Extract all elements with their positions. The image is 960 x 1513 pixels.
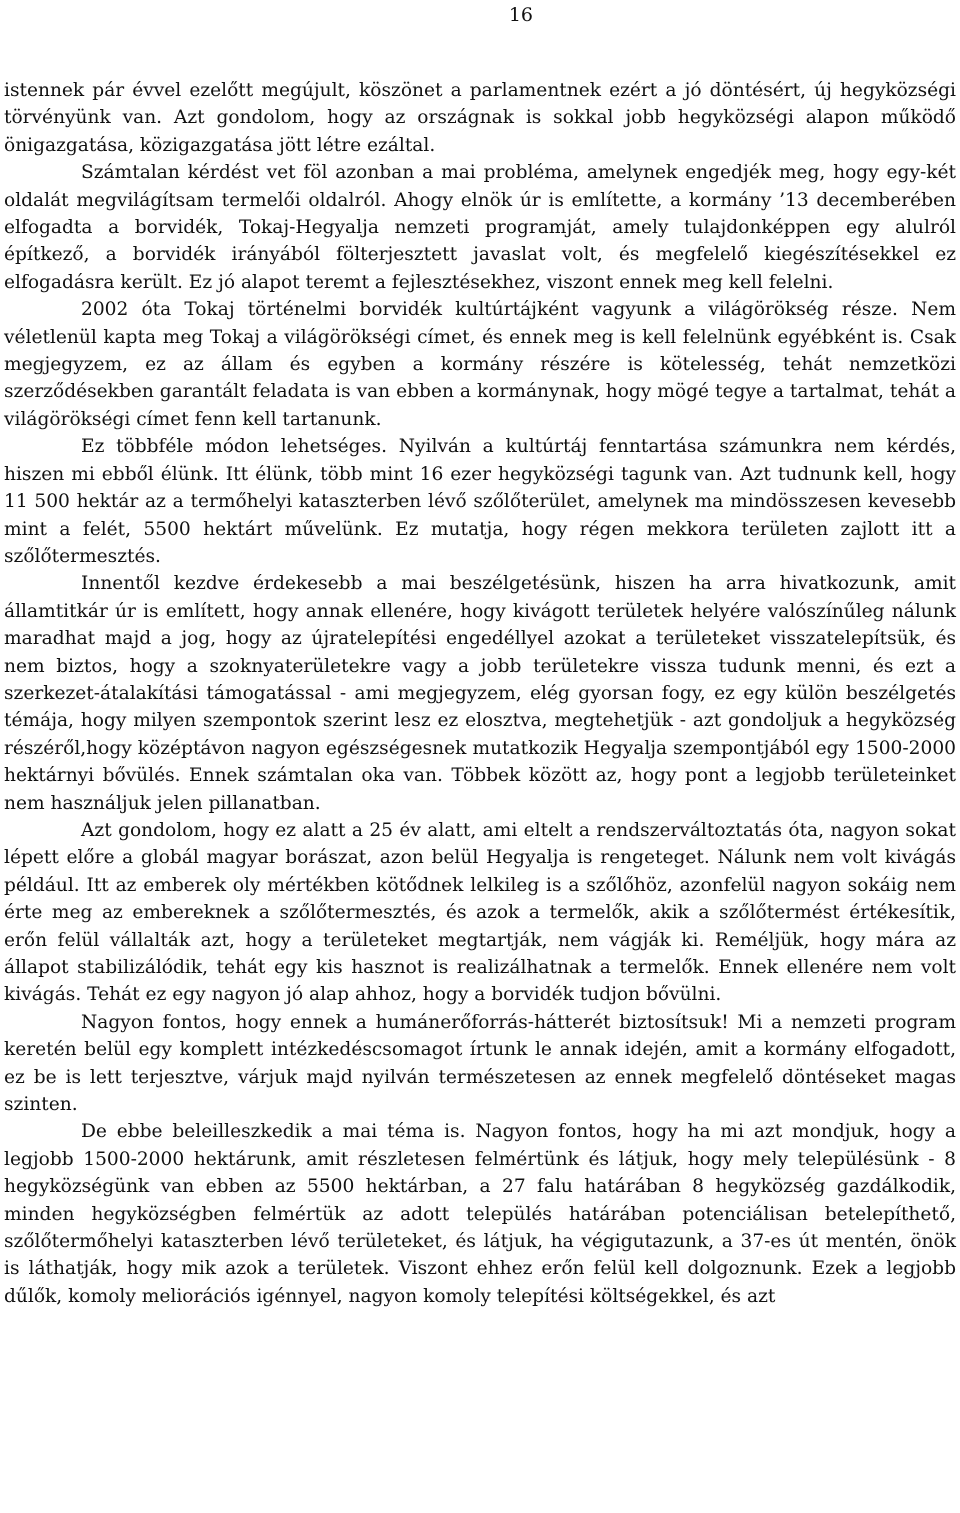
paragraph-3: 2002 óta Tokaj történelmi borvidék kultúrtájként vagyunk a világörökség része. Nem véletlenül kapta meg Tokaj a világörökségi címet, és ennek meg is kell felelnünk egyébként is. Csak megjegyzem, ez az állam és egyben a kormány részére is kötelesség, tehát nemzetközi szerződésekben garantált feladata is van ebben a kormánynak, hogy mögé tegye a tartalmat, tehát a világörökségi címet fenn kell tartanunk. <box>4 299 956 430</box>
paragraph-8: De ebbe beleilleszkedik a mai téma is. Nagyon fontos, hogy ha mi azt mondjuk, hogy a legjobb 1500-2000 hektárunk, amit részletesen felmértünk és látjuk, hogy mely településünk - 8 hegyközségünk van ebben az 5500 hektárban, a 27 falu határában 8 hegyközség gazdálkodik, minden hegyközségben felmértük az adott település határában potenciálisan betelepíthető, szőlőtermőhelyi kataszterben lévő területeket, és látjuk, ha végigutazunk, a 37-es út mentén, önök is láthatják, hogy mik azok a területek. Viszont ehhez erőn felül kell dolgoznunk. Ezek a legjobb dűlők, komoly meliorációs igénnyel, nagyon komoly telepítési költségekkel, és azt <box>4 1121 956 1307</box>
document-body <box>4 77 956 1310</box>
paragraph-6: Azt gondolom, hogy ez alatt a 25 év alatt, ami eltelt a rendszerváltoztatás óta, nagyon sokat lépett előre a globál magyar borászat, azon belül Hegyalja is rengeteget. Nálunk nem volt kivágás például. Itt az emberek oly mértékben kötődnek lelkileg is a szőlőhöz, azonfelül nagyon sokáig nem érte meg az embereknek a szőlőtermesztés, és azok a termelők, akik a szőlőtermést értékesítik, erőn felül vállalták azt, hogy a területeket megtartják, nem vágják ki. Reméljük, hogy mára az állapot stabilizálódik, tehát egy kis hasznot is realizálhatnak a termelők. Ennek ellenére nem volt kivágás. Tehát ez egy nagyon jó alap ahhoz, hogy a borvidék tudjon bővülni. <box>4 819 956 1006</box>
paragraph-7: Nagyon fontos, hogy ennek a humánerőforrás-hátterét biztosítsuk! Mi a nemzeti program keretén belül egy komplett intézkedéscsomagot írtunk le annak idején, amit a kormány elfogadott, ez be is lett terjesztve, várjuk majd nyilván természetesen az ennek megfelelő döntéseket magas szinten. <box>4 1011 956 1116</box>
paragraph-4: Ez többféle módon lehetséges. Nyilván a kultúrtáj fenntartása számunkra nem kérdés, hiszen mi ebből élünk. Itt élünk, több mint 16 ezer hegyközségi tagunk van. Azt tudnunk kell, hogy 11 500 hektár az a termőhelyi kataszterben lévő szőlőterület, amelynek ma mindösszesen kevesebb mint a felét, 5500 hektárt művelünk. Ez mutatja, hogy régen mekkora területen zajlott itt a szőlőtermesztés. <box>4 436 956 567</box>
paragraph-1: istennek pár évvel ezelőtt megújult, köszönet a parlamentnek ezért a jó döntésért, új hegyközségi törvényünk van. Azt gondolom, hogy az országnak is sokkal jobb hegyközségi alapon működő önigazgatása, közigazgatása jött létre ezáltal. <box>4 80 956 156</box>
paragraph-2: Számtalan kérdést vet föl azonban a mai probléma, amelynek engedjék meg, hogy egy-két oldalát megvilágítsam termelői oldalról. Ahogy elnök úr is említette, a kormány ’13 decemberében elfogadta a borvidék, Tokaj-Hegyalja nemzeti programját, amely tulajdonképpen egy alulról építkező, a borvidék irányából fölterjesztett javaslat volt, és megfelelő kiegészítésekkel ez elfogadásra került. Ez jó alapot teremt a fejlesztésekhez, viszont ennek meg kell felelni. <box>4 162 956 293</box>
paragraph-5: Innentől kezdve érdekesebb a mai beszélgetésünk, hiszen ha arra hivatkozunk, amit államtitkár úr is említett, hogy annak ellenére, hogy kivágott területek helyére valószínűleg nálunk maradhat majd a jog, hogy az újratelepítési engedéllyel azokat a területeket visszatelepítsük, és nem biztos, hogy a szoknyaterületekre vagy a jobb területekre vissza tudunk menni, és ezt a szerkezet-átalakítási támogatással - ami megjegyzem, elég gyorsan fogy, ez egy külön beszélgetés témája, hogy milyen szempontok szerint lesz ez elosztva, megtehetjük - azt gondoljuk a hegyközség részéről,hogy középtávon nagyon egészségesnek mutatkozik Hegyalja szempontjából egy 1500-2000 hektárnyi bővülés. Ennek számtalan oka van. Többek között az, hogy pont a legjobb területeinket nem használjuk jelen pillanatban. <box>4 573 956 814</box>
page-number: 16 <box>508 4 533 26</box>
